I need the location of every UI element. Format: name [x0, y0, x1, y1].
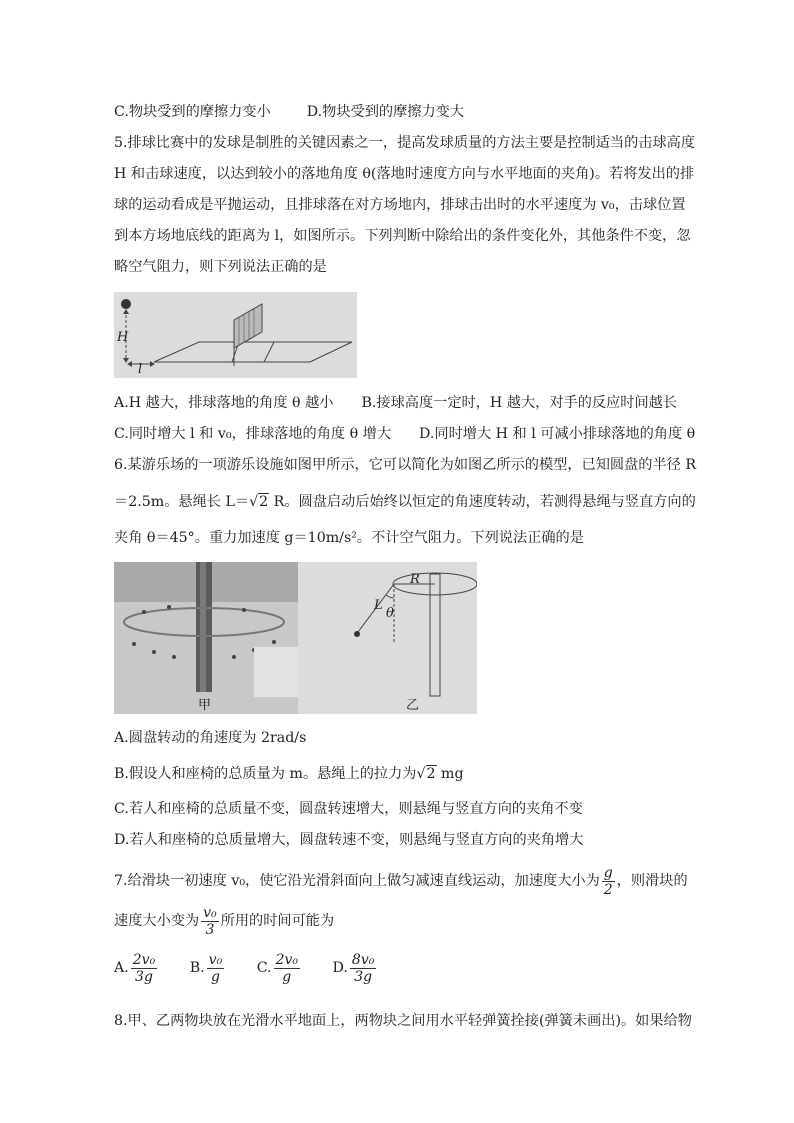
q7-option-c-den: g — [282, 968, 292, 985]
q6-option-b-pre: B.假设人和座椅的总质量为 m。悬绳上的拉力为 — [114, 766, 417, 782]
q6-option-a: A.圆盘转动的角速度为 2rad/s — [114, 730, 307, 746]
amusement-ride-photo-icon — [114, 562, 298, 714]
q6-stem-line2-post: R。圆盘启动后始终以恒定的角速度转动，若测得悬绳与竖直方向的 — [269, 494, 696, 510]
q7-option-d-den: 3g — [354, 968, 373, 985]
q6-figure-l-label: L — [374, 598, 383, 613]
q7-stem-line1-pre: 7.给滑块一初速度 v₀，使它沿光滑斜面向上做匀减速直线运动，加速度大小为 — [114, 873, 600, 889]
q6-stem-line1: 6.某游乐场的一项游乐设施如图甲所示，它可以简化为如图乙所示的模型，已知圆盘的半径 R — [114, 457, 697, 473]
q5-stem-line5: 略空气阻力，则下列说法正确的是 — [114, 259, 327, 275]
q7-stem-line1-post: ，则滑块的 — [616, 873, 688, 889]
q6-stem-line2-pre: ＝2.5m。悬绳长 L＝ — [114, 494, 250, 510]
q6-stem-line2 — [114, 492, 696, 512]
q6-figure-jia-label: 甲 — [198, 698, 212, 713]
seat-icon — [354, 631, 360, 637]
q5-option-d: D.同时增大 H 和 l 可减小排球落地的角度 θ — [419, 426, 696, 442]
q6-figure-r-label: R — [410, 572, 420, 587]
q7-option-b — [190, 950, 226, 986]
q8-stem-line1: 8.甲、乙两物块放在光滑水平地面上，两物块之间用水平轻弹簧拴接(弹簧未画出)。如果给物 — [114, 1013, 692, 1029]
q5-option-b: B.接球高度一定时，H 越大，对手的反应时间越长 — [361, 395, 678, 411]
q7-stem-line2-pre: 速度大小变为 — [114, 913, 200, 929]
q5-stem-line1: 5.排球比赛中的发球是制胜的关键因素之一，提高发球质量的方法主要是控制适当的击球高度 — [114, 135, 696, 151]
q7-option-c-fraction — [274, 952, 300, 985]
q6-option-b-post: mg — [436, 766, 464, 782]
q7-accel-fraction — [602, 865, 615, 898]
q7-option-a-fraction — [131, 952, 157, 985]
q7-stem-line2-post: 所用的时间可能为 — [220, 913, 335, 929]
q7-option-d-letter: D. — [332, 960, 348, 976]
q5-stem-line4: 到本方场地底线的距离为 l，如图所示。下列判断中除给出的条件变化外，其他条件不变，忽 — [114, 228, 691, 244]
q4-options — [114, 102, 464, 122]
q5-options-ab — [114, 393, 677, 413]
q6-sqrt-radicand: 2 — [259, 494, 269, 510]
q4-option-d: D.物块受到的摩擦力变大 — [306, 104, 465, 120]
q5-stem-line2: H 和击球速度，以达到较小的落地角度 θ(落地时速度方向与水平地面的夹角)。若将发出的排 — [114, 166, 695, 182]
q6-model-yi — [298, 562, 477, 714]
q6-figure — [114, 562, 477, 714]
q6-option-b-sqrt: √2 — [416, 766, 436, 782]
q7-option-b-letter: B. — [189, 960, 205, 976]
q7-stem-line1 — [114, 864, 688, 898]
q7-option-a-den: 3g — [135, 968, 153, 985]
q5-stem-line3: 球的运动看成是平抛运动，且排球落在对方场地内，排球击出时的水平速度为 v₀，击球位置 — [114, 197, 686, 213]
q7-option-c — [257, 950, 302, 986]
q6-stem-line3: 夹角 θ＝45°。重力加速度 g＝10m/s²。不计空气阻力。下列说法正确的是 — [114, 530, 584, 546]
q7-accel-numerator: g — [603, 864, 613, 881]
q7-option-c-letter: C. — [256, 960, 272, 976]
q5-figure-drawing — [114, 292, 357, 378]
q6-figure-yi-label: 乙 — [406, 698, 420, 713]
q7-option-d — [333, 950, 379, 986]
q7-option-c-num: 2v₀ — [275, 951, 298, 968]
q7-option-b-fraction — [207, 952, 225, 985]
q5-volleyball-figure — [114, 292, 357, 378]
q6-option-b-radicand: 2 — [426, 766, 436, 782]
q7-speed-denominator: 3 — [205, 921, 215, 938]
q7-option-a-letter: A. — [114, 960, 129, 976]
q6-photo-jia — [114, 562, 298, 714]
q6-option-b — [114, 764, 464, 784]
q6-figure-theta-label: θ — [386, 606, 394, 621]
q5-figure-h-label: H — [117, 330, 129, 345]
q7-accel-denominator: 2 — [603, 881, 613, 898]
q4-option-c: C.物块受到的摩擦力变小 — [114, 104, 271, 120]
q6-model-drawing — [298, 562, 477, 714]
q6-option-c: C.若人和座椅的总质量不变，圆盘转速增大，则悬绳与竖直方向的夹角不变 — [114, 801, 583, 817]
q6-sqrt-expression: √2 — [249, 494, 269, 510]
q7-option-d-num: 8v₀ — [351, 951, 375, 968]
q7-speed-fraction — [201, 905, 219, 938]
q5-figure-l-label: l — [138, 362, 143, 377]
q7-option-b-num: v₀ — [208, 951, 223, 968]
q7-options — [114, 950, 404, 986]
q6-option-d: D.若人和座椅的总质量增大，圆盘转速不变，则悬绳与竖直方向的夹角增大 — [114, 832, 584, 848]
q7-option-a — [114, 950, 159, 986]
q5-options-cd — [114, 424, 695, 444]
volleyball-icon — [121, 299, 131, 309]
q7-stem-line2 — [114, 904, 334, 938]
q7-option-d-fraction — [350, 952, 376, 985]
q7-speed-numerator: v₀ — [203, 904, 217, 921]
q7-option-a-num: 2v₀ — [132, 951, 156, 968]
q5-option-a: A.H 越大，排球落地的角度 θ 越小 — [114, 395, 334, 411]
q7-option-b-den: g — [210, 968, 220, 985]
q5-option-c: C.同时增大 l 和 v₀，排球落地的角度 θ 增大 — [114, 426, 392, 442]
